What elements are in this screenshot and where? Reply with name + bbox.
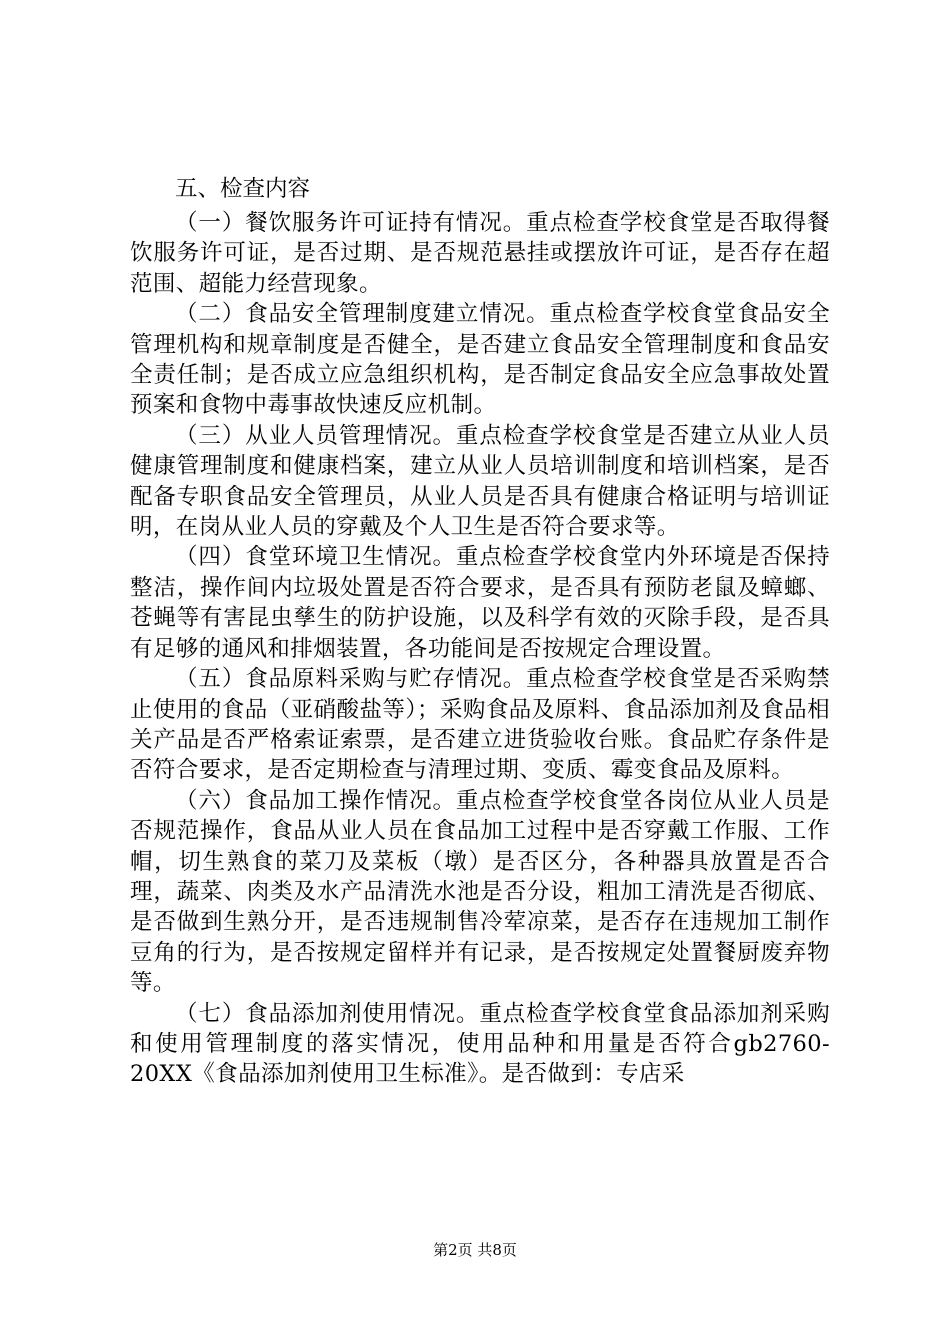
document-body — [130, 174, 830, 1090]
paragraph-7: （七）食品添加剂使用情况。重点检查学校食堂食品添加剂采购和使用管理制度的落实情况，使用品种和用量是否符合gb2760-20XX《食品添加剂使用卫生标准》。是否做到：专店采 — [130, 1000, 830, 1088]
paragraph-1: （一）餐饮服务许可证持有情况。重点检查学校食堂是否取得餐饮服务许可证，是否过期、是否规范悬挂或摆放许可证，是否存在超范围、超能力经营现象。 — [130, 210, 830, 297]
page-footer: 第2页 共8页 — [433, 1241, 517, 1259]
section-heading: 五、检查内容 — [175, 176, 311, 202]
paragraph-3: （三）从业人员管理情况。重点检查学校食堂是否建立从业人员健康管理制度和健康档案，建立从业人员培训制度和培训档案，是否配备专职食品安全管理员，从业人员是否具有健康合格证明与培训证明，在岗从业人员的穿戴及个人卫生是否符合要求等。 — [130, 422, 830, 541]
paragraph-5: （五）食品原料采购与贮存情况。重点检查学校食堂是否采购禁止使用的食品（亚硝酸盐等）；采购食品及原料、食品添加剂及食品相关产品是否严格索证索票，是否建立进货验收台账。食品贮存条件是否符合要求，是否定期检查与清理过期、变质、霉变食品及原料。 — [130, 666, 830, 784]
paragraph-4: （四）食堂环境卫生情况。重点检查学校食堂内外环境是否保持整洁，操作间内垃圾处置是否符合要求，是否具有预防老鼠及蟑螂、苍蝇等有害昆虫孳生的防护设施，以及科学有效的灭除手段，是否具有足够的通风和排烟装置，各功能间是否按规定合理设置。 — [130, 544, 830, 662]
paragraph-2: （二）食品安全管理制度建立情况。重点检查学校食堂食品安全管理机构和规章制度是否健全，是否建立食品安全管理制度和食品安全责任制；是否成立应急组织机构，是否制定食品安全应急事故处置预案和食物中毒事故快速反应机制。 — [130, 301, 830, 419]
paragraph-6: （六）食品加工操作情况。重点检查学校食堂各岗位从业人员是否规范操作，食品从业人员在食品加工过程中是否穿戴工作服、工作帽，切生熟食的菜刀及菜板（墩）是否区分，各种器具放置是否合理，蔬菜、肉类及水产品清洗水池是否分设，粗加工清洗是否彻底、是否做到生熟分开，是否违规制售冷荤凉菜，是否存在违规加工制作豆角的行为，是否按规定留样并有记录，是否按规定处置餐厨废弃物等。 — [130, 787, 830, 997]
